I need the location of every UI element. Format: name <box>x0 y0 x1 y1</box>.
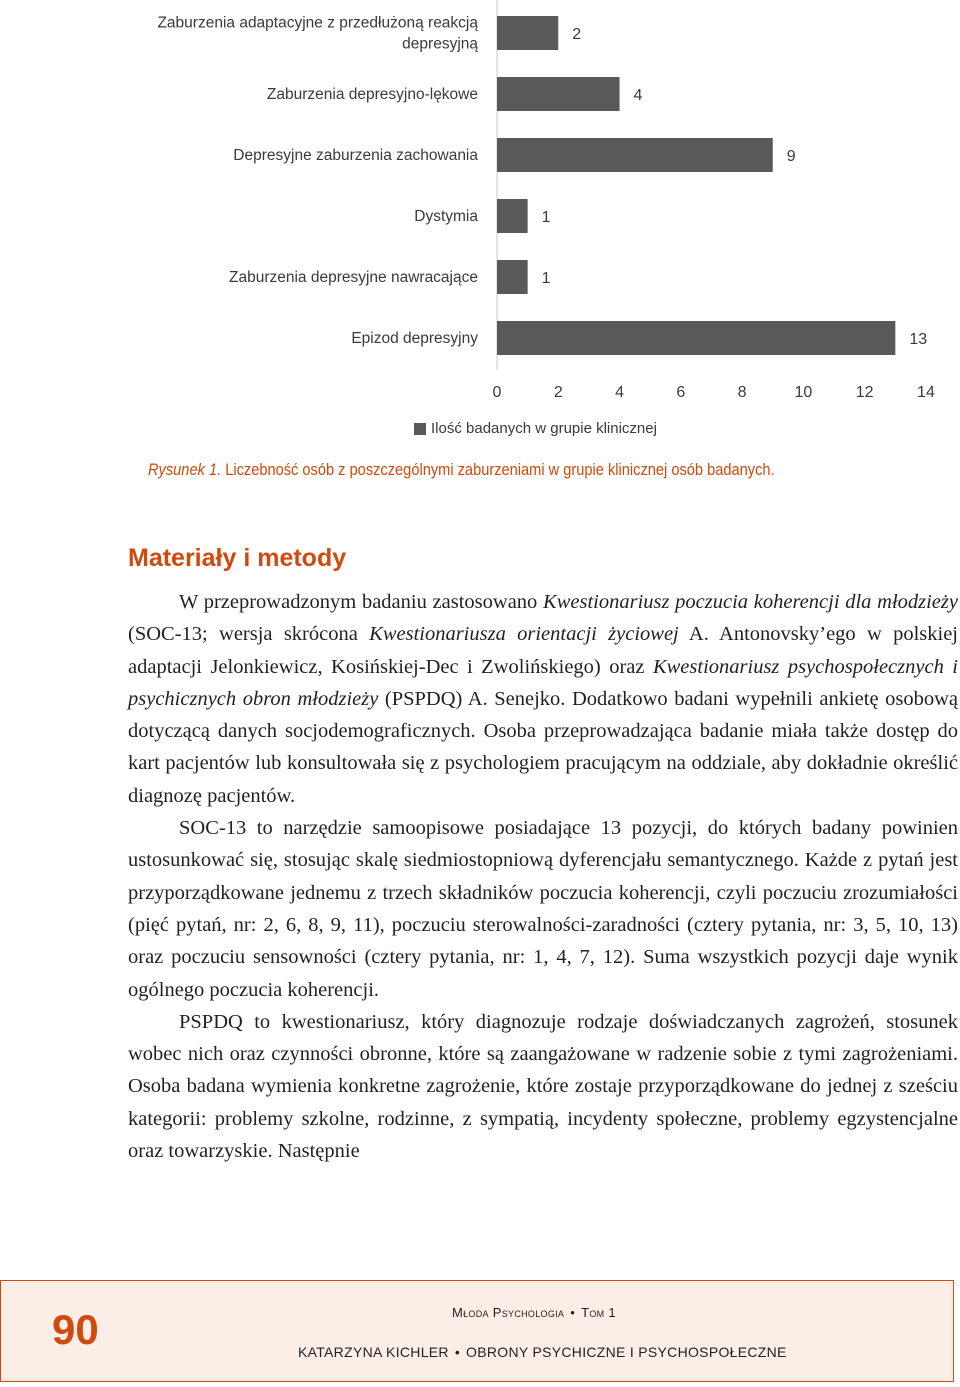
text-run: SOC-13 to narzędzie samoopisowe posiadające 13 pozycji, do których badany powinien ustosunkować się, stosując skalę siedmiostopniową dyferencjału semantycznego. Każde z pytań jest przyporządkowane jednemu z trzech składników poczucia koherencji, czyli poczuciu zrozumiałości (pięć pytań, nr: 2, 6, 8, 9, 11), poczuciu sterowalności-zaradności (cztery pytania, nr: 3, 5, 10, 13) oraz poczuciu sensowności (cztery pytania, nr: 1, 4, 7, 12). Suma wszystkich pozycji daje wynik ogólnego poczucia koherencji. <box>128 817 958 1001</box>
category-label: Dystymia <box>414 208 478 225</box>
author-name: KATARZYNA KICHLER <box>298 1344 449 1360</box>
figure-caption-text: Liczebność osób z poszczególnymi zaburzeniami w grupie klinicznej osób badanych. <box>225 460 775 479</box>
text-run: (PSPDQ) A. Senejko. Dodatkowo badani wypełnili ankietę osobową dotyczącą danych socjodemograficznych. Osoba przeprowadzająca badanie miała także dostęp do kart pacjentów lub konsultowała się z psychologiem pracującym na oddziale, aby dokładnie określić diagnozę pacjentów. <box>128 687 958 807</box>
x-tick-label: 4 <box>615 384 625 401</box>
category-label: Zaburzenia depresyjne nawracające <box>228 269 478 286</box>
bar <box>497 138 773 172</box>
article-title: OBRONY PSYCHICZNE I PSYCHOSPOŁECZNE <box>466 1344 787 1360</box>
running-author <box>298 1344 787 1360</box>
x-tick-label: 6 <box>676 384 686 401</box>
category-label: Zaburzenia depresyjno-lękowe <box>266 86 478 103</box>
page-number: 90 <box>52 1306 99 1353</box>
bar <box>497 199 528 233</box>
text-run: (SOC-13; wersja skrócona <box>128 623 370 646</box>
italic-run: Kwestionariusz psychospołecznych i psychicznych obron młodzieży <box>128 655 958 710</box>
chart-legend <box>414 420 657 437</box>
italic-run: Kwestionariusza orientacji życiowej <box>369 623 679 646</box>
bullet-separator: • <box>454 1344 461 1360</box>
category-label: Depresyjne zaburzenia zachowania <box>233 147 478 164</box>
legend-label: Ilość badanych w grupie klinicznej <box>431 420 657 437</box>
figure-label: Rysunek 1. <box>148 460 222 479</box>
paragraph <box>128 586 958 812</box>
x-tick-label: 2 <box>553 384 563 401</box>
bar <box>497 321 895 355</box>
text-run: W przeprowadzonym badaniu zastosowano <box>179 591 544 613</box>
data-label: 13 <box>909 331 928 348</box>
data-label: 2 <box>572 26 582 43</box>
data-label: 9 <box>786 148 796 165</box>
data-label: 1 <box>541 209 551 226</box>
data-label: 1 <box>541 270 551 287</box>
body-text <box>128 586 958 1167</box>
bar <box>497 16 558 50</box>
category-label: depresyjną <box>402 35 478 53</box>
x-tick-label: 14 <box>917 384 935 401</box>
x-tick-label: 0 <box>492 384 502 401</box>
italic-run: Kwestionariusz poczucia koherencji dla młodzieży <box>543 591 958 613</box>
section-heading: Materiały i metody <box>128 544 347 572</box>
paragraph <box>128 812 958 1006</box>
legend-swatch <box>414 423 426 435</box>
paragraph <box>128 1006 958 1167</box>
text-run: A. Antonovsky’ego w polskiej adaptacji Jelonkiewicz, Kosińskiej-Dec i Zwolińskiego) oraz <box>128 623 958 678</box>
journal-name: Młoda Psychologia <box>452 1305 565 1320</box>
text-run: PSPDQ to kwestionariusz, który diagnozuje rodzaje doświadczanych zagrożeń, stosunek wobec nich oraz czynności obronne, które są zaangażowane w radzenie sobie z tymi zagrożeniami. Osoba badana wymienia konkretne zagrożenie, które zostaje przyporządkowane do jednej z sześciu kategorii: problemy szkolne, rodzinne, z sympatią, incydenty społeczne, problemy egzystencjalne oraz towarzyskie. Następnie <box>128 1010 958 1163</box>
x-tick-label: 10 <box>794 384 813 401</box>
figure-caption <box>148 460 775 480</box>
journal-volume: Tom 1 <box>581 1305 616 1320</box>
category-label: Epizod depresyjny <box>351 330 478 347</box>
bar <box>497 77 620 111</box>
running-head <box>452 1305 616 1320</box>
x-tick-label: 8 <box>737 384 747 401</box>
bullet-separator: • <box>570 1305 576 1320</box>
x-tick-label: 12 <box>855 384 874 401</box>
data-label: 4 <box>633 87 643 104</box>
page-footer <box>0 1280 954 1382</box>
bar <box>497 260 528 294</box>
category-label: Zaburzenia adaptacyjne z przedłużoną reakcją <box>157 14 478 32</box>
bar-chart <box>0 0 960 415</box>
